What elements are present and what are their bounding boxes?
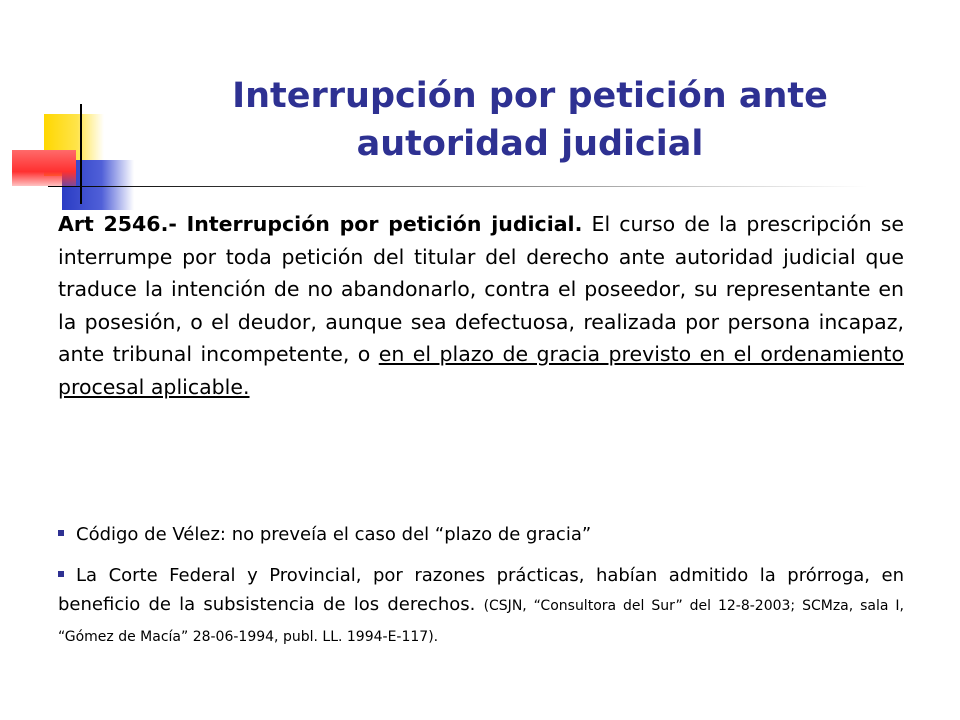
article-heading: Art 2546.- Interrupción por petición judicial. (58, 212, 583, 236)
article-paragraph (58, 208, 904, 403)
slide-title (150, 72, 910, 168)
article-body-underlined: en el plazo de gracia previsto en el ordenamiento procesal aplicable. (58, 342, 904, 399)
slide-title-line2: autoridad judicial (356, 124, 704, 164)
bullet-square-icon (58, 571, 64, 577)
bullet-item (58, 520, 904, 549)
slide-title-line1: Interrupción por petición ante (232, 76, 828, 116)
title-divider-line (48, 186, 868, 187)
decor-vertical-line (80, 104, 82, 204)
bullet-item (58, 561, 904, 652)
bullet-text: Código de Vélez: no preveía el caso del “plazo de gracia” (76, 524, 592, 545)
article-body: El curso de la prescripción se interrumpe por toda petición del titular del derecho ante autoridad judicial que traduce la intención de no abandonarlo, contra el poseedor, su representante en la posesión, o el deudor, aunque sea defectuosa, realizada por persona incapaz, ante tribunal incompetente, o (58, 212, 905, 366)
decor-red-square (12, 150, 76, 186)
bullet-text: La Corte Federal y Provincial, por razones prácticas, habían admitido la prórroga, en beneficio de la subsistencia de los derechos. (58, 565, 904, 615)
bullet-list (58, 520, 904, 664)
bullet-square-icon (58, 530, 64, 536)
bullet-citation: (CSJN, “Consultora del Sur” del 12-8-2003; SCMza, sala I, “Gómez de Macía” 28-06-1994, publ. LL. 1994-E-117). (58, 598, 905, 645)
